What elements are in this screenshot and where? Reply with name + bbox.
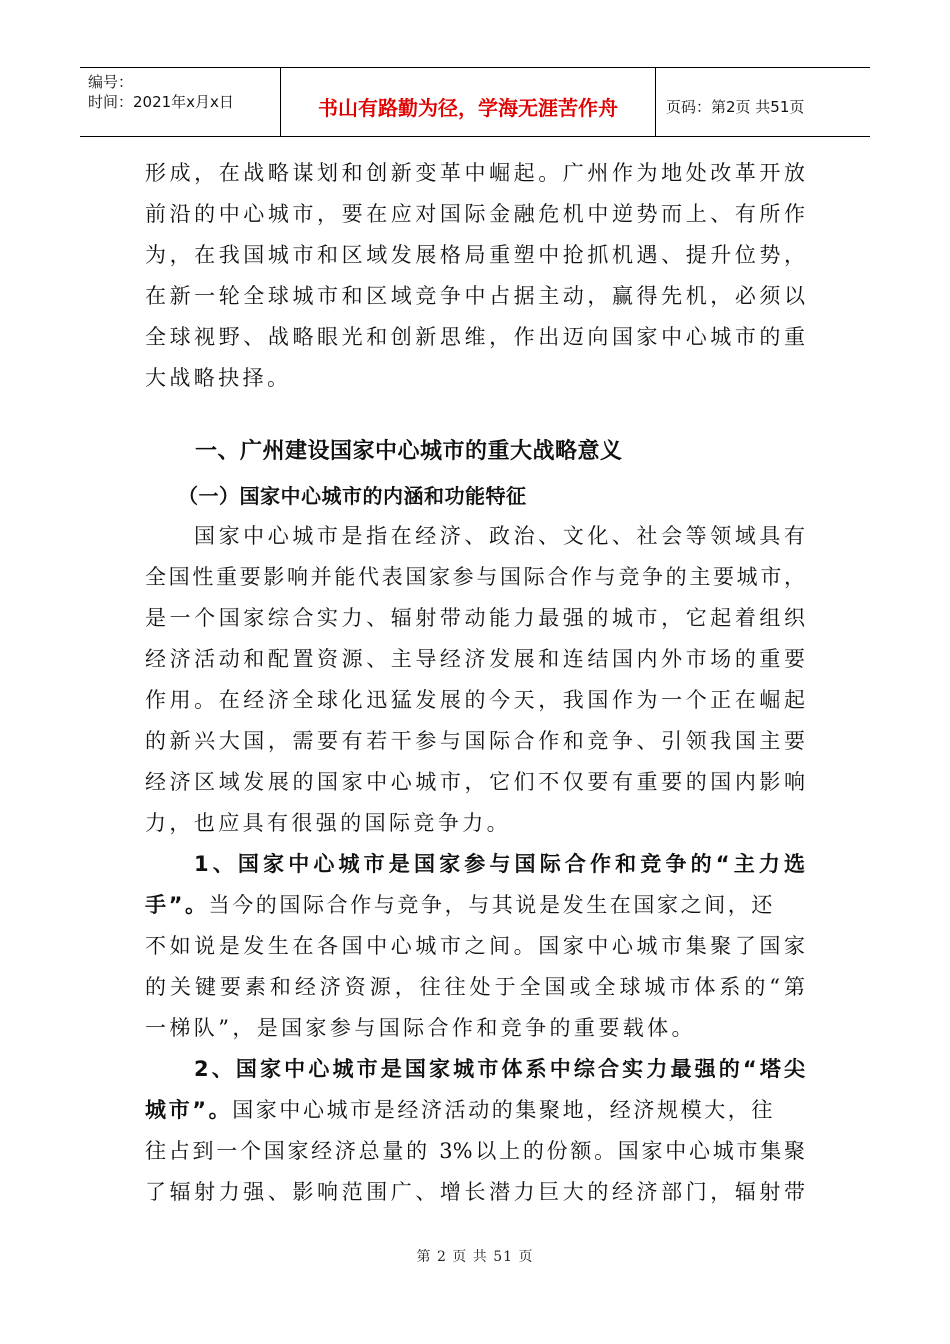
number-label: 编号： bbox=[88, 73, 134, 91]
point-heading-end: 手”。 bbox=[145, 893, 209, 917]
body-line: 了辐射力强、影响范围广、增长潜力巨大的经济部门，辐射带 bbox=[145, 1180, 805, 1204]
body-line: 前沿的中心城市，要在应对国际金融危机中逆势而上、有所作 bbox=[145, 202, 805, 226]
body-line: 往占到一个国家经济总量的 3%以上的份额。国家中心城市集聚 bbox=[145, 1139, 805, 1163]
body-line: 为，在我国城市和区域发展格局重塑中抢抓机遇、提升位势， bbox=[145, 243, 805, 267]
section-heading: 一、广州建设国家中心城市的重大战略意义 bbox=[195, 439, 623, 464]
header-motto: 书山有路勤为径，学海无涯苦作舟 bbox=[281, 68, 656, 136]
body-line: 的关键要素和经济资源，往往处于全国或全球城市体系的“第 bbox=[145, 975, 805, 999]
point-heading-end: 城市”。 bbox=[145, 1098, 233, 1122]
date-label: 时间：2021年x月x日 bbox=[88, 93, 234, 111]
page-header bbox=[80, 67, 870, 137]
body-line bbox=[145, 1096, 805, 1124]
body-line: 大战略抉择。 bbox=[145, 366, 292, 390]
subsection-heading: （一）国家中心城市的内涵和功能特征 bbox=[178, 484, 527, 508]
body-line: 经济区域发展的国家中心城市，它们不仅要有重要的国内影响 bbox=[145, 770, 805, 794]
body-line: 全球视野、战略眼光和创新思维，作出迈向国家中心城市的重 bbox=[145, 325, 805, 349]
point-heading: 1、国家中心城市是国家参与国际合作和竞争的“主力选 bbox=[194, 852, 805, 876]
body-line: 一梯队”，是国家参与国际合作和竞争的重要载体。 bbox=[145, 1016, 696, 1040]
body-line: 形成，在战略谋划和创新变革中崛起。广州作为地处改革开放 bbox=[145, 161, 805, 185]
header-page-info: 页码：第2页 共51页 bbox=[666, 97, 805, 116]
page-footer: 第 2 页 共 51 页 bbox=[416, 1249, 534, 1265]
point-heading: 2、国家中心城市是国家城市体系中综合实力最强的“塔尖 bbox=[194, 1057, 805, 1081]
body-line: 力，也应具有很强的国际竞争力。 bbox=[145, 811, 511, 835]
body-line: 作用。在经济全球化迅猛发展的今天，我国作为一个正在崛起 bbox=[145, 688, 805, 712]
body-line: 是一个国家综合实力、辐射带动能力最强的城市，它起着组织 bbox=[145, 606, 805, 630]
body-line: 全国性重要影响并能代表国家参与国际合作与竞争的主要城市， bbox=[145, 565, 805, 589]
body-line: 在新一轮全球城市和区域竞争中占据主动，赢得先机，必须以 bbox=[145, 284, 805, 308]
body-line: 不如说是发生在各国中心城市之间。国家中心城市集聚了国家 bbox=[145, 934, 805, 958]
body-line: 经济活动和配置资源、主导经济发展和连结国内外市场的重要 bbox=[145, 647, 805, 671]
body-line: 国家中心城市是指在经济、政治、文化、社会等领域具有 bbox=[194, 524, 805, 548]
body-line bbox=[145, 891, 805, 919]
body-text: 当今的国际合作与竞争，与其说是发生在国家之间，还 bbox=[208, 893, 776, 917]
body-text: 国家中心城市是经济活动的集聚地，经济规模大，往 bbox=[232, 1098, 776, 1122]
header-left-cell bbox=[80, 68, 281, 136]
body-line: 的新兴大国，需要有若干参与国际合作和竞争、引领我国主要 bbox=[145, 729, 805, 753]
